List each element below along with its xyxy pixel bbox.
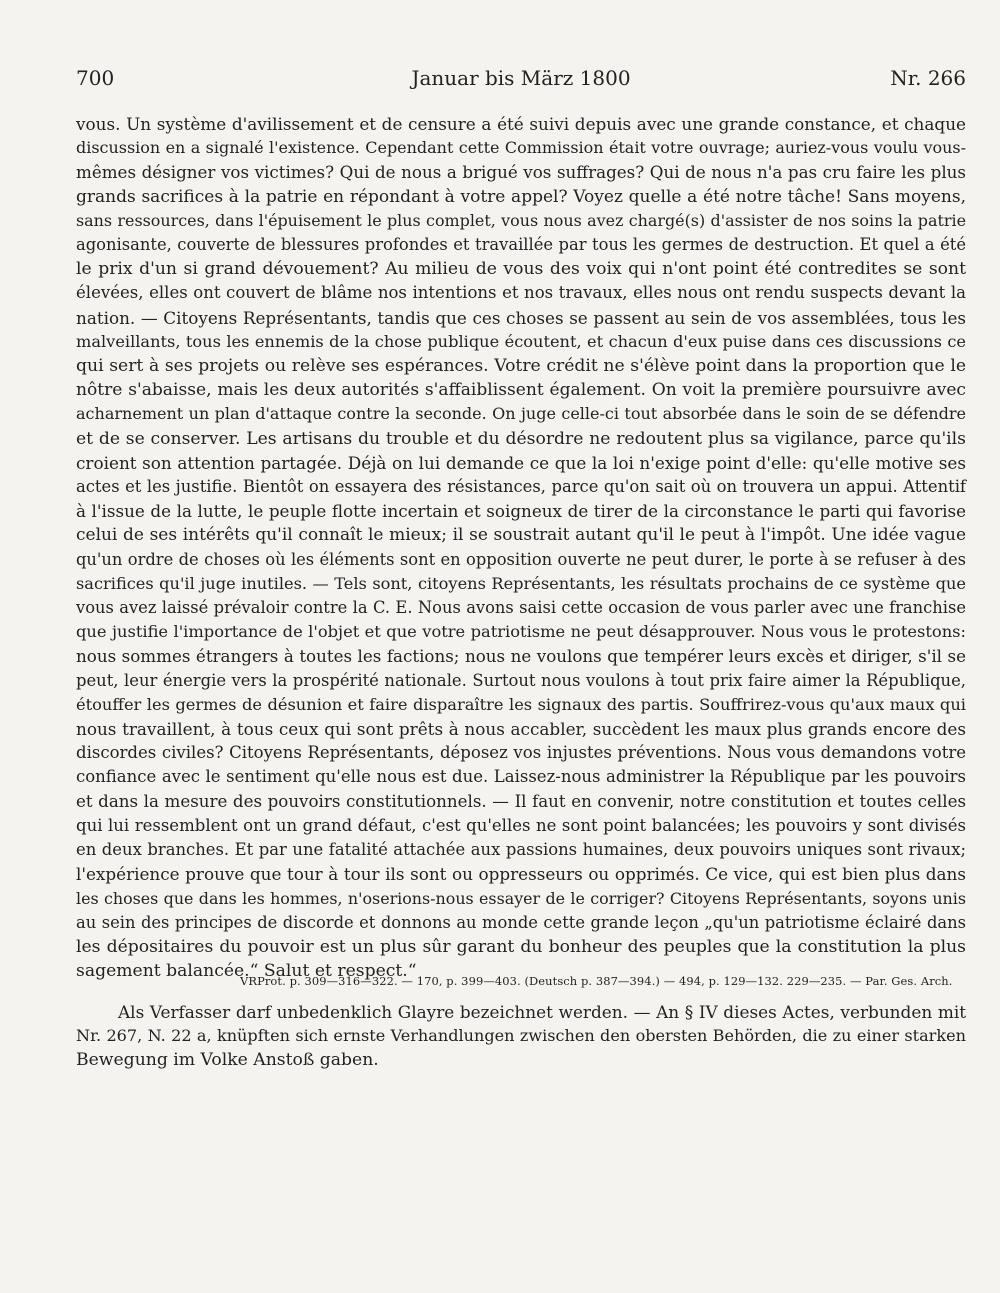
page-number: 700	[76, 66, 115, 90]
text-line: sacrifices qu'il juge inutiles. — Tels sont, citoyens Représentants, les résultats prochains de ce système que	[76, 573, 966, 593]
page-header	[76, 66, 966, 96]
text-line: discussion en a signalé l'existence. Cependant cette Commission était votre ouvrage; auriez-vous voulu vous-	[76, 138, 966, 158]
text-line: et dans la mesure des pouvoirs constitutionnels. — Il faut en convenir, notre constitution et toutes celles	[76, 791, 966, 811]
document-number: Nr. 266	[890, 66, 966, 90]
text-line: en deux branches. Et par une fatalité attachée aux passions humaines, deux pouvoirs uniques sont rivaux;	[76, 840, 966, 860]
text-line: celui de ses intérêts qu'il connaît le mieux; il se soustrait autant qu'il le peut à l'impôt. Une idée vague	[76, 525, 966, 546]
note-line: Nr. 267, N. 22 a, knüpften sich ernste Verhandlungen zwischen den obersten Behörden, die zu einer starken	[76, 1026, 966, 1046]
text-line: vous avez laissé prévaloir contre la C. E. Nous avons saisi cette occasion de vous parler avec une franchise	[76, 598, 966, 618]
note-line: Als Verfasser darf unbedenklich Glayre bezeichnet werden. — An § IV dieses Actes, verbunden mit	[118, 1002, 966, 1022]
text-line: les dépositaires du pouvoir est un plus sûr garant du bonheur des peuples que la constitution la plus	[76, 936, 966, 957]
text-line: nation. — Citoyens Représentants, tandis que ces choses se passent au sein de vos assemblées, tous les	[76, 307, 966, 328]
text-line: et de se conserver. Les artisans du trouble et du désordre ne redoutent plus sa vigilance, parce qu'ils	[76, 428, 966, 449]
text-line: les choses que dans les hommes, n'oserions-nous essayer de le corriger? Citoyens Représentants, soyons unis	[76, 888, 966, 908]
text-line: au sein des principes de discorde et donnons au monde cette grande leçon „qu'un patriotisme éclairé dans	[76, 912, 966, 932]
text-line: acharnement un plan d'attaque contre la seconde. On juge celle-ci tout absorbée dans le soin de se défendre	[76, 404, 966, 424]
editor-note	[76, 1000, 966, 1073]
text-line: agonisante, couverte de blessures profondes et travaillée par tous les germes de destruction. Et quel a été	[76, 235, 966, 255]
text-line: confiance avec le sentiment qu'elle nous est due. Laissez-nous administrer la République par les pouvoirs	[76, 767, 966, 787]
text-line: croient son attention partagée. Déjà on lui demande ce que la loi n'exige point d'elle: qu'elle motive ses	[76, 452, 966, 473]
text-line: mêmes désigner vos victimes? Qui de nous a brigué vos suffrages? Qui de nous n'a pas cru faire les plus	[76, 162, 966, 183]
text-line: actes et les justifie. Bientôt on essayera des résistances, parce qu'on sait où on trouvera un appui. Attentif	[76, 477, 966, 497]
text-line: peut, leur énergie vers la prospérité nationale. Surtout nous voulons à tout prix faire aimer la République,	[76, 670, 966, 690]
running-title: Januar bis März 1800	[411, 66, 631, 90]
text-line: sans ressources, dans l'épuisement le plus complet, vous nous avez chargé(s) d'assister de nos soins la patrie	[76, 210, 966, 230]
note-line: Bewegung im Volke Anstoß gaben.	[76, 1050, 379, 1071]
text-line: grands sacrifices à la patrie en répondant à votre appel? Voyez quelle a été notre tâche! Sans moyens,	[76, 186, 966, 207]
text-line: vous. Un système d'avilissement et de censure a été suivi depuis avec une grande constance, et chaque	[76, 114, 966, 134]
text-line: nous travaillent, à tous ceux qui sont prêts à nous accabler, succèdent les maux plus grands encore des	[76, 719, 966, 740]
source-reference: VRProt. p. 309—316—322. — 170, p. 399—403. (Deutsch p. 387—394.) — 494, p. 129—132. 229—235. — Par. Ges. Arch.	[240, 974, 953, 988]
text-line: élevées, elles ont couvert de blâme nos intentions et nos travaux, elles nous ont rendu suspects devant la	[76, 283, 966, 303]
text-line: nous sommes étrangers à toutes les factions; nous ne voulons que tempérer leurs excès et diriger, s'il se	[76, 646, 966, 667]
text-line: l'expérience prouve que tour à tour ils sont ou oppresseurs ou opprimés. Ce vice, qui est bien plus dans	[76, 864, 966, 885]
text-line: qui sert à ses projets ou relève ses espérances. Votre crédit ne s'élève point dans la proportion que le	[76, 356, 966, 377]
text-line: discordes civiles? Citoyens Représentants, déposez vos injustes préventions. Nous vous demandons votre	[76, 743, 966, 763]
text-line: à l'issue de la lutte, le peuple flotte incertain et soigneux de tirer de la circonstance le parti qui favorise	[76, 501, 966, 522]
text-line: que justifie l'importance de l'objet et que votre patriotisme ne peut désapprouver. Nous vous le protestons:	[76, 622, 966, 642]
text-line: qui lui ressemblent ont un grand défaut, c'est qu'elles ne sont point balancées; les pouvoirs y sont divisés	[76, 815, 966, 835]
text-line: étouffer les germes de désunion et faire disparaître les signaux des partis. Souffrirez-vous qu'aux maux qui	[76, 694, 966, 714]
text-line: malveillants, tous les ennemis de la chose publique écoutent, et chacun d'eux puise dans ces discussions ce	[76, 331, 966, 351]
text-line: le prix d'un si grand dévouement? Au milieu de vous des voix qui n'ont point été contredites se sont	[76, 259, 966, 280]
letter-body	[76, 112, 966, 983]
text-line: nôtre s'abaisse, mais les deux autorités s'affaiblissent également. On voit la première poursuivre avec	[76, 380, 966, 401]
text-line: sagement balancée.“ Salut et respect.“	[76, 961, 417, 982]
text-line: qu'un ordre de choses où les éléments sont en opposition ouverte ne peut durer, le porte à se refuser à des	[76, 549, 966, 569]
